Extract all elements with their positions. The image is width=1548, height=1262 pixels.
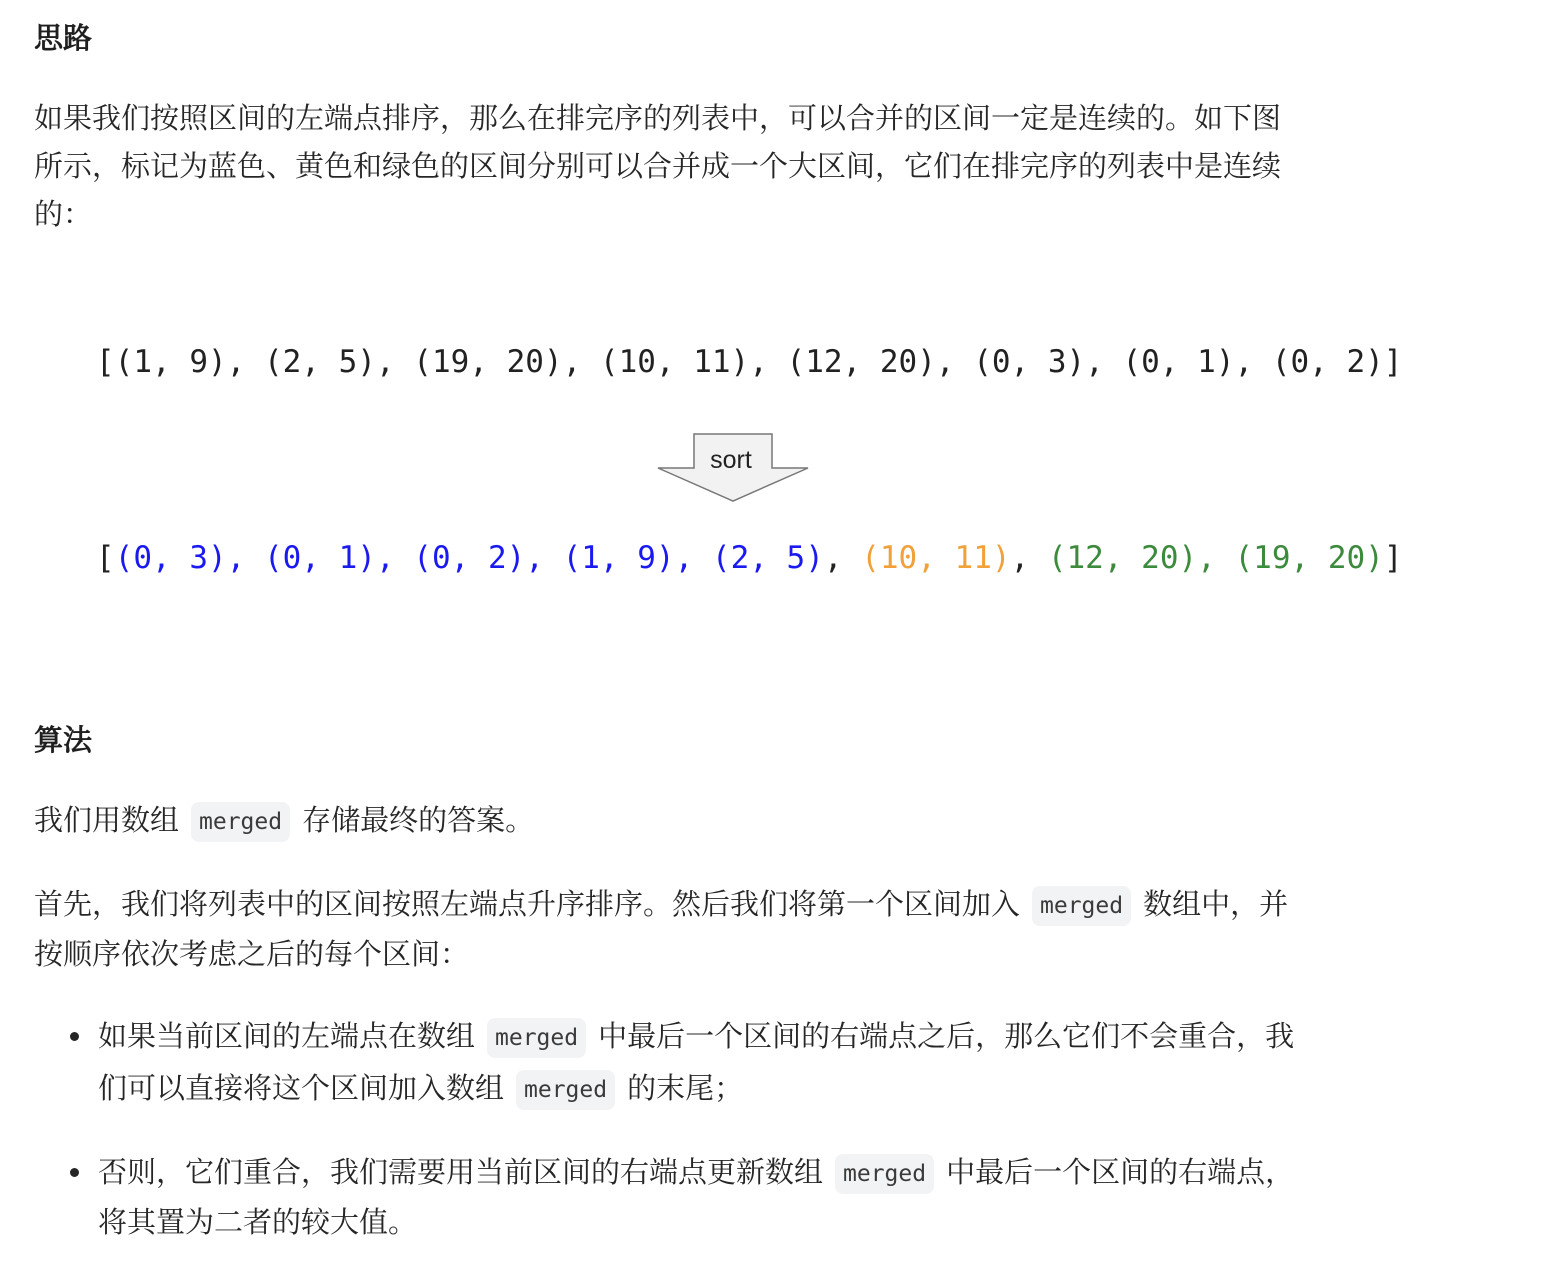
bullet-1-line-1 [98, 1012, 1294, 1060]
unsorted-interval-list: [(1, 9), (2, 5), (19, 20), (10, 11), (12, 20), (0, 3), (0, 1), (0, 2)] [96, 344, 1403, 380]
bullet-dot-icon [70, 1168, 79, 1177]
inline-code-merged: merged [1032, 886, 1131, 926]
text-span: 数组中，并 [1143, 887, 1289, 921]
green-interval-group: (12, 20), (19, 20) [1047, 540, 1384, 576]
text-span: 们可以直接将这个区间加入数组 [98, 1071, 505, 1105]
text-span: 存储最终的答案。 [302, 803, 535, 837]
separator: , [823, 540, 862, 576]
bullet-dot-icon [70, 1032, 79, 1041]
bullet-1-line-2 [98, 1064, 743, 1112]
bullet-2-line-1 [98, 1148, 1294, 1196]
bracket-close: ] [1383, 540, 1403, 576]
inline-code-merged: merged [191, 802, 290, 842]
inline-code-merged: merged [516, 1070, 615, 1110]
sort-arrow-icon [654, 432, 812, 504]
bullet-2-line-2: 将其置为二者的较大值。 [98, 1205, 418, 1239]
text-span: 否则，它们重合，我们需要用当前区间的右端点更新数组 [98, 1155, 824, 1189]
algorithm-paragraph-2-line-2: 按顺序依次考虑之后的每个区间： [34, 937, 470, 971]
sort-arrow-label: sort [710, 446, 752, 474]
section-heading-algorithm: 算法 [34, 723, 93, 757]
sort-illustration [0, 300, 1548, 630]
text-span: 如果当前区间的左端点在数组 [98, 1019, 476, 1053]
inline-code-merged: merged [487, 1018, 586, 1058]
text-span: 中最后一个区间的右端点之后，那么它们不会重合，我 [598, 1019, 1295, 1053]
orange-interval-group: (10, 11) [861, 540, 1011, 576]
algorithm-paragraph-2-line-1 [34, 880, 1288, 928]
text-span: 中最后一个区间的右端点， [946, 1155, 1295, 1189]
blue-interval-group: (0, 3), (0, 1), (0, 2), (1, 9), (2, 5) [114, 540, 824, 576]
inline-code-merged: merged [835, 1154, 934, 1194]
section-heading-approach: 思路 [34, 21, 93, 55]
bracket-open: [ [96, 540, 115, 576]
text-span: 首先，我们将列表中的区间按照左端点升序排序。然后我们将第一个区间加入 [34, 887, 1021, 921]
separator: , [1010, 540, 1048, 576]
algorithm-paragraph-1 [34, 796, 534, 844]
approach-paragraph: 如果我们按照区间的左端点排序，那么在排完序的列表中，可以合并的区间一定是连续的。如下图 所示，标记为蓝色、黄色和绿色的区间分别可以合并成一个大区间，它们在排完序的列表中是连续 的： [34, 101, 1282, 231]
text-span: 我们用数组 [34, 803, 180, 837]
text-span: 的末尾； [627, 1071, 744, 1105]
sorted-interval-list [96, 540, 1402, 576]
